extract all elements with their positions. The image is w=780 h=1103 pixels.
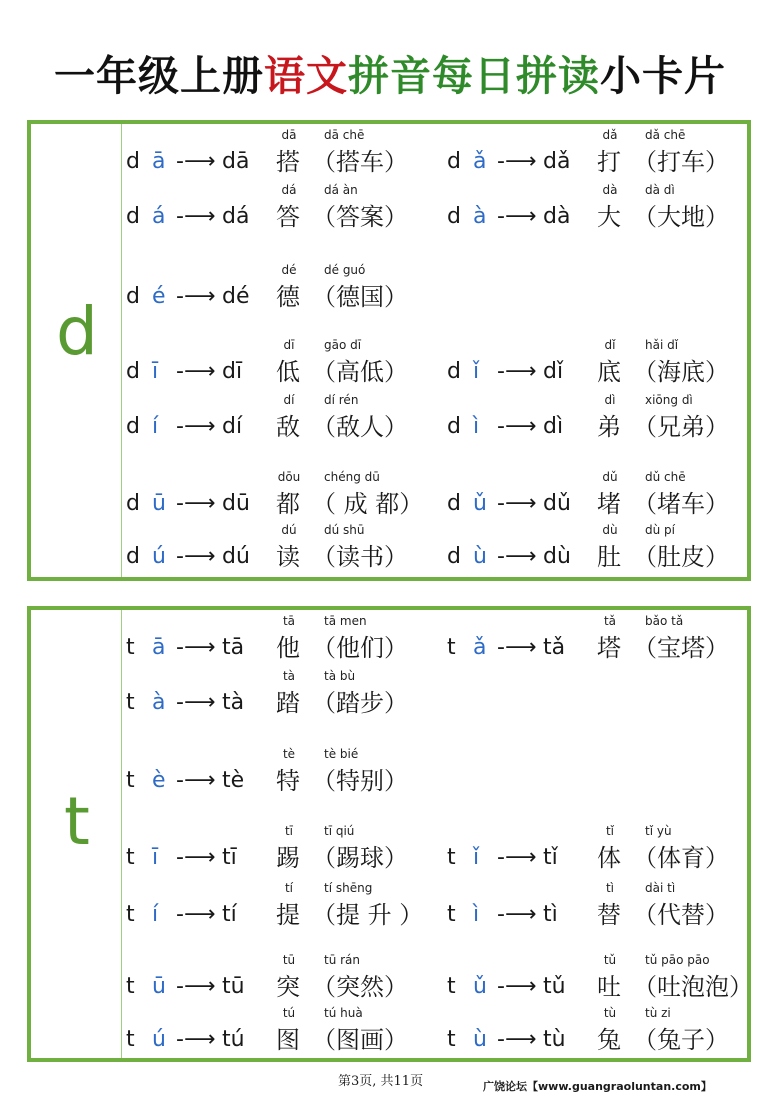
word-pinyin: hǎi dǐ (645, 338, 679, 352)
character-pinyin: dǎ (602, 128, 618, 142)
character: 替 (597, 901, 621, 929)
syllable: tǎ (543, 635, 566, 660)
vowel: ì (473, 902, 480, 927)
vowel: ǔ (473, 491, 487, 516)
character: 弟 (597, 413, 621, 441)
vowel: ī (152, 845, 159, 870)
arrow: -⟶ (176, 544, 216, 569)
character: 肚 (597, 543, 621, 571)
arrow: -⟶ (497, 149, 537, 174)
vowel: ù (473, 544, 487, 569)
consonant: t (126, 635, 135, 660)
character-pinyin: dá (281, 183, 297, 197)
word: （堵车） (633, 490, 729, 518)
arrow: -⟶ (176, 284, 216, 309)
character-pinyin: tú (282, 1006, 296, 1020)
syllable: dú (222, 544, 250, 569)
vowel: ū (152, 974, 166, 999)
arrow: -⟶ (497, 204, 537, 229)
site-credit: 广饶论坛【www.guangraoluntan.com】 (483, 1080, 712, 1093)
syllable: tè (222, 768, 245, 793)
character: 德 (276, 283, 300, 311)
word-pinyin: dá àn (324, 183, 358, 197)
character: 读 (276, 543, 300, 571)
character: 他 (276, 634, 300, 662)
vowel: ú (152, 544, 166, 569)
syllable: dà (543, 204, 571, 229)
character: 敌 (276, 413, 300, 441)
character-pinyin: tǎ (603, 614, 617, 628)
arrow: -⟶ (497, 635, 537, 660)
word-pinyin: tǐ yù (645, 824, 672, 838)
title-part-grade: 一年级上册 (54, 52, 264, 100)
word: （吐泡泡） (633, 973, 753, 1001)
consonant: d (126, 359, 140, 384)
arrow: -⟶ (497, 544, 537, 569)
consonant: t (126, 974, 135, 999)
word-pinyin: dài tì (645, 881, 676, 895)
syllable: tì (543, 902, 558, 927)
word: （敌人） (312, 413, 408, 441)
vowel: ù (473, 1027, 487, 1052)
vowel: è (152, 768, 166, 793)
character: 突 (276, 973, 300, 1001)
syllable: dé (222, 284, 250, 309)
word: （提 升 ） (312, 901, 424, 929)
character-pinyin: tì (605, 881, 615, 895)
character: 踏 (276, 689, 300, 717)
character-pinyin: dé (281, 263, 297, 277)
word-pinyin: dǎ chē (645, 128, 686, 142)
arrow: -⟶ (176, 491, 216, 516)
character-pinyin: tǔ (603, 953, 617, 967)
syllable: tū (222, 974, 245, 999)
word-pinyin: bǎo tǎ (645, 614, 684, 628)
word-pinyin: xiōng dì (645, 393, 693, 407)
word-pinyin: tī qiú (324, 824, 355, 838)
consonant: t (447, 1027, 456, 1052)
consonant: t (447, 635, 456, 660)
arrow: -⟶ (497, 902, 537, 927)
syllable: dū (222, 491, 250, 516)
character-pinyin: tǐ (605, 824, 615, 838)
word: （踢球） (312, 844, 408, 872)
character: 吐 (597, 973, 621, 1001)
character: 提 (276, 901, 300, 929)
character: 搭 (276, 148, 300, 176)
word: （ 成 都） (312, 490, 424, 518)
syllable: dì (543, 414, 564, 439)
syllable: tī (222, 845, 237, 870)
consonant: d (126, 149, 140, 174)
character: 图 (276, 1026, 300, 1054)
word-pinyin: gāo dī (324, 338, 362, 352)
consonant: d (126, 414, 140, 439)
word-pinyin: tū rán (324, 953, 361, 967)
vowel: ā (152, 149, 166, 174)
word-pinyin: tǔ pāo pāo (645, 953, 710, 967)
word: （搭车） (312, 148, 408, 176)
syllable: dā (222, 149, 250, 174)
word: （兔子） (633, 1026, 729, 1054)
consonant: d (126, 544, 140, 569)
character-pinyin: dà (602, 183, 618, 197)
vowel: ì (473, 414, 480, 439)
word-pinyin: chéng dū (324, 470, 380, 484)
character: 踢 (276, 844, 300, 872)
consonant: t (447, 974, 456, 999)
consonant: d (126, 284, 140, 309)
arrow: -⟶ (176, 1027, 216, 1052)
vowel: ǎ (473, 635, 487, 660)
vowel: ú (152, 1027, 166, 1052)
word-pinyin: dí rén (324, 393, 359, 407)
character: 答 (276, 203, 300, 231)
consonant: d (447, 359, 461, 384)
consonant: t (447, 845, 456, 870)
vowel: ǐ (473, 845, 480, 870)
word: （读书） (312, 543, 408, 571)
character-pinyin: dǐ (604, 338, 616, 352)
word: （兄弟） (633, 413, 729, 441)
character: 底 (597, 358, 621, 386)
word-pinyin: tí shēng (324, 881, 373, 895)
title-part-subject: 语文 (264, 52, 348, 100)
page-number: 第3页, 共11页 (338, 1074, 424, 1089)
vowel: í (152, 902, 159, 927)
character-pinyin: dú (281, 523, 297, 537)
character: 打 (597, 148, 621, 176)
character: 特 (276, 767, 300, 795)
character-pinyin: dí (283, 393, 295, 407)
syllable: tā (222, 635, 245, 660)
card-d (27, 120, 751, 581)
consonant: d (126, 491, 140, 516)
word-pinyin: tù zi (645, 1006, 671, 1020)
word: （突然） (312, 973, 408, 1001)
page-title (0, 46, 780, 106)
arrow: -⟶ (497, 414, 537, 439)
character-pinyin: tī (284, 824, 294, 838)
character-pinyin: dì (604, 393, 616, 407)
word-pinyin: tā men (324, 614, 367, 628)
consonant: t (447, 902, 456, 927)
title-part-pinyin: 拼音每日拼读 (348, 52, 600, 100)
arrow: -⟶ (497, 1027, 537, 1052)
syllable: dí (222, 414, 243, 439)
arrow: -⟶ (176, 414, 216, 439)
word: （打车） (633, 148, 729, 176)
syllable: tǔ (543, 974, 566, 999)
consonant: d (447, 149, 461, 174)
consonant: d (447, 204, 461, 229)
character: 塔 (597, 634, 621, 662)
character-pinyin: tà (282, 669, 296, 683)
card-t (27, 606, 751, 1062)
syllable: dǔ (543, 491, 571, 516)
arrow: -⟶ (497, 974, 537, 999)
word: （肚皮） (633, 543, 729, 571)
character-pinyin: tè (282, 747, 296, 761)
word-pinyin: dā chē (324, 128, 365, 142)
consonant: d (447, 544, 461, 569)
character-pinyin: tā (282, 614, 296, 628)
word-pinyin: dà dì (645, 183, 675, 197)
word-pinyin: tè bié (324, 747, 359, 761)
arrow: -⟶ (176, 845, 216, 870)
arrow: -⟶ (497, 845, 537, 870)
initial-letter: d (56, 293, 98, 370)
vowel: é (152, 284, 166, 309)
word: （大地） (633, 203, 729, 231)
consonant: d (126, 204, 140, 229)
character-pinyin: dù (602, 523, 618, 537)
word-pinyin: dù pí (645, 523, 675, 537)
word: （高低） (312, 358, 408, 386)
initial-letter: t (64, 783, 90, 860)
word: （海底） (633, 358, 729, 386)
word: （图画） (312, 1026, 408, 1054)
vowel: ā (152, 635, 166, 660)
character-pinyin: dī (283, 338, 295, 352)
character-pinyin: dōu (277, 470, 301, 484)
word: （答案） (312, 203, 408, 231)
syllable: dá (222, 204, 250, 229)
arrow: -⟶ (176, 635, 216, 660)
syllable: dù (543, 544, 571, 569)
word: （踏步） (312, 689, 408, 717)
syllable: tù (543, 1027, 566, 1052)
consonant: t (126, 768, 135, 793)
vowel: í (152, 414, 159, 439)
word: （特别） (312, 767, 408, 795)
consonant: t (126, 902, 135, 927)
consonant: d (447, 414, 461, 439)
character-pinyin: dǔ (602, 470, 618, 484)
consonant: t (126, 690, 135, 715)
character: 堵 (597, 490, 621, 518)
vowel: ǐ (473, 359, 480, 384)
title-part-card: 小卡片 (600, 52, 726, 100)
vowel: ǎ (473, 149, 487, 174)
vowel: ǔ (473, 974, 487, 999)
arrow: -⟶ (497, 491, 537, 516)
vowel: ū (152, 491, 166, 516)
word: （他们） (312, 634, 408, 662)
syllable: dǎ (543, 149, 571, 174)
vowel: à (152, 690, 166, 715)
word-pinyin: dǔ chē (645, 470, 686, 484)
word-pinyin: dé guó (324, 263, 366, 277)
arrow: -⟶ (176, 974, 216, 999)
word-pinyin: dú shū (324, 523, 365, 537)
consonant: d (447, 491, 461, 516)
arrow: -⟶ (176, 204, 216, 229)
word: （代替） (633, 901, 729, 929)
vowel: á (152, 204, 166, 229)
arrow: -⟶ (176, 690, 216, 715)
word: （德国） (312, 283, 408, 311)
word-pinyin: tà bù (324, 669, 356, 683)
syllable: tú (222, 1027, 245, 1052)
character: 体 (597, 844, 621, 872)
word: （体育） (633, 844, 729, 872)
word-pinyin: tú huà (324, 1006, 363, 1020)
character: 兔 (597, 1026, 621, 1054)
arrow: -⟶ (497, 359, 537, 384)
character-pinyin: tù (603, 1006, 617, 1020)
character-pinyin: dā (281, 128, 297, 142)
syllable: tǐ (543, 845, 558, 870)
arrow: -⟶ (176, 359, 216, 384)
character: 大 (597, 203, 621, 231)
syllable: tà (222, 690, 245, 715)
character-pinyin: tí (284, 881, 294, 895)
syllable: dǐ (543, 359, 564, 384)
character: 低 (276, 358, 300, 386)
character: 都 (276, 490, 300, 518)
syllable: tí (222, 902, 237, 927)
word: （宝塔） (633, 634, 729, 662)
consonant: t (126, 845, 135, 870)
syllable: dī (222, 359, 243, 384)
arrow: -⟶ (176, 768, 216, 793)
arrow: -⟶ (176, 149, 216, 174)
vowel: à (473, 204, 487, 229)
consonant: t (126, 1027, 135, 1052)
vowel: ī (152, 359, 159, 384)
arrow: -⟶ (176, 902, 216, 927)
character-pinyin: tū (282, 953, 296, 967)
